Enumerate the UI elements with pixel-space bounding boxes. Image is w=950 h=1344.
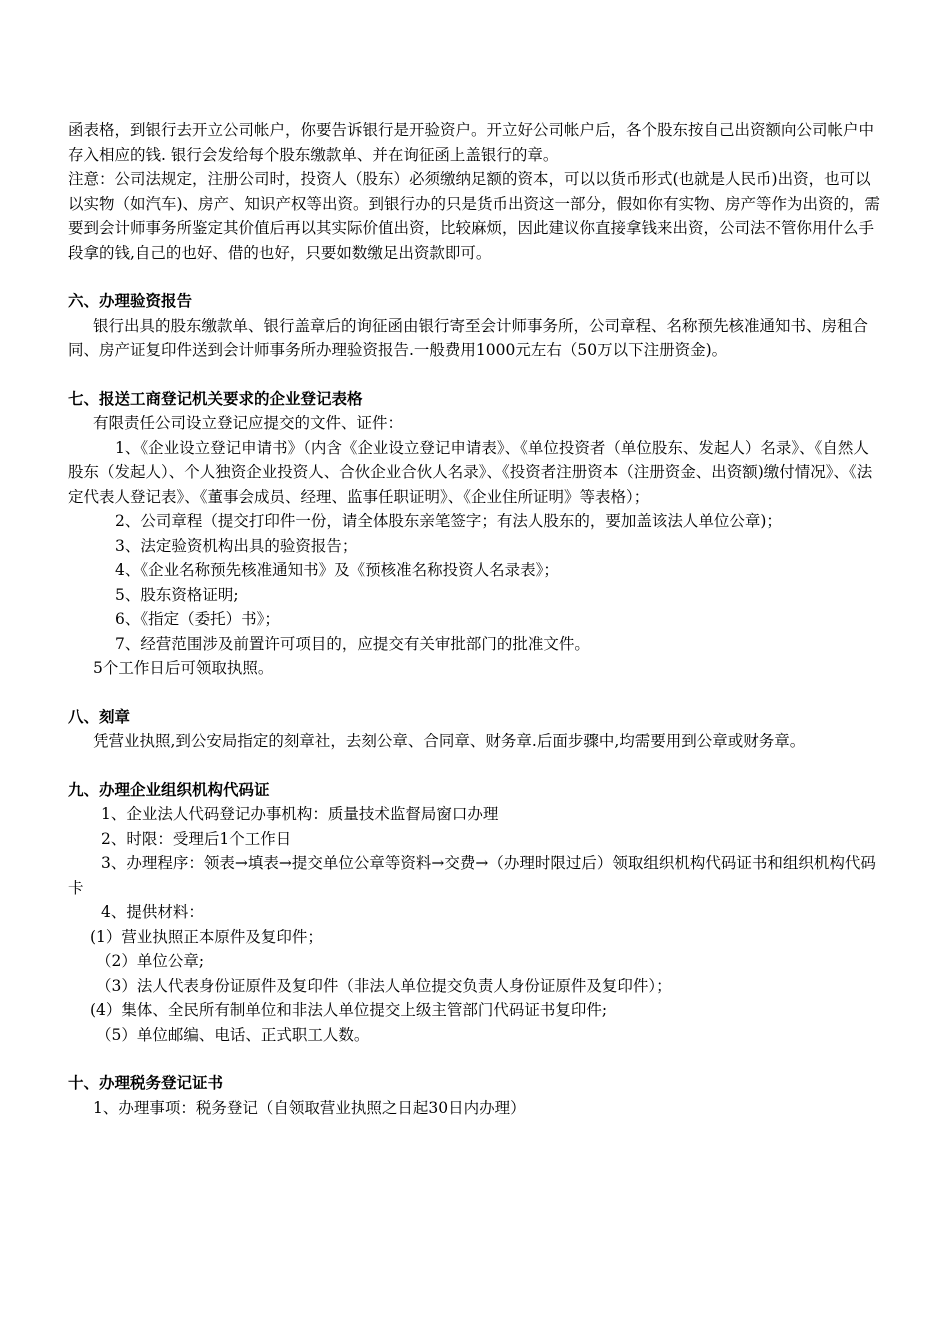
section-7-item-6: 6、《指定（委托）书》； bbox=[115, 610, 280, 628]
section-9-material-1: (1）营业执照正本原件及复印件； bbox=[90, 927, 323, 946]
section-9-heading: 九、办理企业组织机构代码证 bbox=[68, 780, 270, 799]
section-10-item-1: 1、办理事项：税务登记（自领取营业执照之日起30日内办理） bbox=[93, 1098, 526, 1117]
section-8-body: 凭营业执照,到公安局指定的刻章社，去刻公章、合同章、财务章.后面步骤中,均需要用到公章或财务章。 bbox=[93, 732, 806, 750]
section-7-item-7: 7、经营范围涉及前置许可项目的，应提交有关审批部门的批准文件。 bbox=[115, 634, 590, 653]
section-7-tail: 5个工作日后可领取执照。 bbox=[93, 659, 274, 677]
section-9-item-4: 4、提供材料： bbox=[101, 903, 204, 921]
intro-paragraph-1: 函表格，到银行去开立公司帐户，你要告诉银行是开验资户。开立好公司帐户后，各个股东按自己出资额向公司帐户中存入相应的钱. 银行会发给每个股东缴款单、并在询征函上盖银行的章。 bbox=[68, 121, 875, 164]
section-9-item-1: 1、企业法人代码登记办事机构：质量技术监督局窗口办理 bbox=[101, 805, 499, 823]
section-9-item-3: 3、办理程序：领表→填表→提交单位公章等资料→交费→（办理时限过后）领取组织机构代码证书和组织机构代码卡 bbox=[68, 854, 876, 897]
section-7-item-1: 1、《企业设立登记申请书》（内含《企业设立登记申请表》、《单位投资者（单位股东、发起人）名录》、《自然人股东（发起人）、个人独资企业投资人、合伙企业合伙人名录》、《投资者注册资本（注册资金、出资额)缴付情况》、《法定代表人登记表》、《董事会成员、经理、监事任职证明》、《企业住所证明》等表格）； bbox=[68, 438, 873, 506]
section-7-lead: 有限责任公司设立登记应提交的文件、证件： bbox=[93, 414, 404, 432]
section-6-heading: 六、办理验资报告 bbox=[68, 292, 193, 310]
section-10-heading: 十、办理税务登记证书 bbox=[68, 1074, 224, 1092]
section-9-material-3: （3）法人代表身份证原件及复印件（非法人单位提交负责人身份证原件及复印件）； bbox=[96, 976, 672, 995]
section-6-body: 银行出具的股东缴款单、银行盖章后的询征函由银行寄至会计师事务所，公司章程、名称预先核准通知书、房租合同、房产证复印件送到会计师事务所办理验资报告.一般费用1000元左右（50万以下注册资金)。 bbox=[68, 316, 869, 359]
section-7-item-2: 2、公司章程（提交打印件一份，请全体股东亲笔签字；有法人股东的，要加盖该法人单位公章)； bbox=[115, 512, 782, 530]
section-7-item-5: 5、股东资格证明; bbox=[115, 585, 239, 604]
section-9-material-2: （2）单位公章; bbox=[96, 952, 205, 970]
document-body bbox=[68, 118, 884, 1120]
section-7-item-4: 4、《企业名称预先核准通知书》及《预核准名称投资人名录表》； bbox=[115, 561, 559, 579]
section-7-item-3: 3、法定验资机构出具的验资报告； bbox=[115, 536, 358, 555]
intro-paragraph-2: 注意：公司法规定，注册公司时，投资人（股东）必须缴纳足额的资本，可以以货币形式(也就是人民币)出资，也可以以实物（如汽车)、房产、知识产权等出资。到银行办的只是货币出资这一部分，假如你有实物、房产等作为出资的，需要到会计师事务所鉴定其价值后再以其实际价值出资，比较麻烦，因此建议你直接拿钱来出资，公司法不管你用什么手段拿的钱,自己的也好、借的也好，只要如数缴足出资款即可。 bbox=[68, 170, 881, 262]
section-9-material-4: (4）集体、全民所有制单位和非法人单位提交上级主管部门代码证书复印件; bbox=[90, 1001, 608, 1019]
section-8-heading: 八、刻章 bbox=[68, 707, 131, 726]
section-9-material-5: （5）单位邮编、电话、正式职工人数。 bbox=[96, 1025, 370, 1044]
section-9-item-2: 2、时限：受理后1个工作日 bbox=[101, 829, 292, 848]
section-7-heading: 七、报送工商登记机关要求的企业登记表格 bbox=[68, 389, 363, 408]
